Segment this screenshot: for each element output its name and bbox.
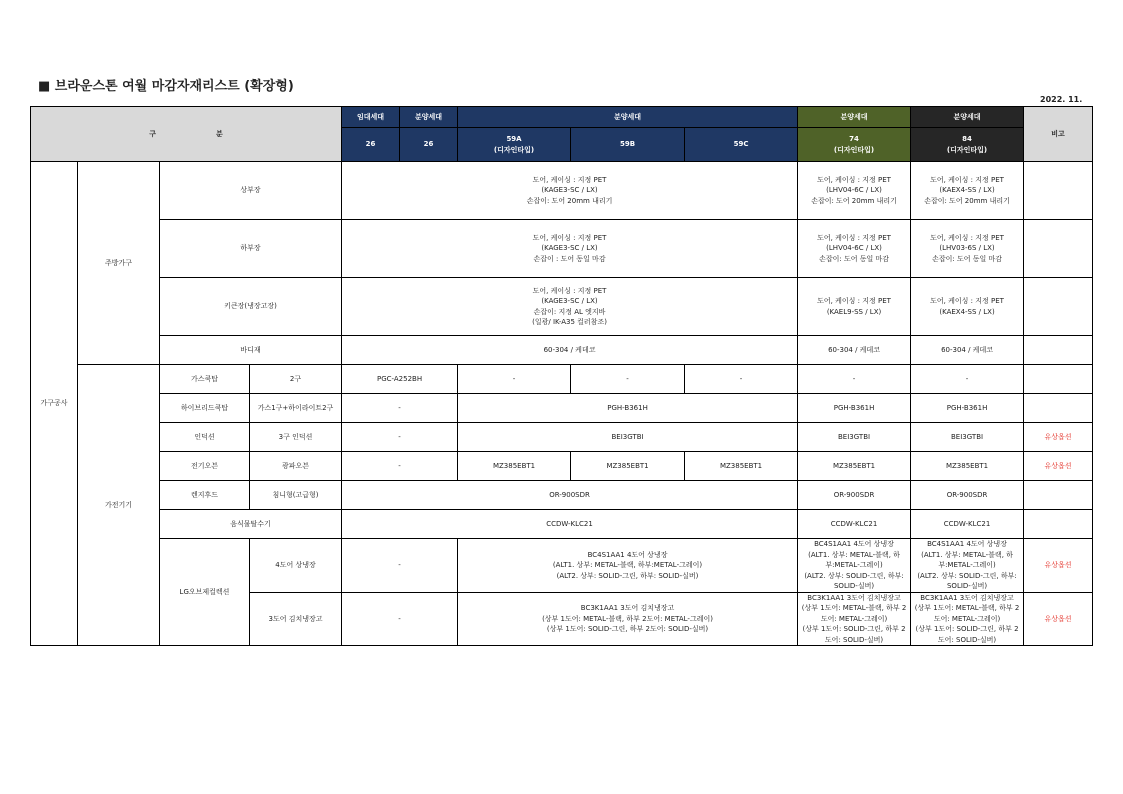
lower-84-spec: 도어, 케이싱 : 지정 PET (LHV03-6S / LX) 손잡이: 도어 동일 마감 <box>911 220 1024 278</box>
category-lg-objet: LG오브제컬렉션 <box>160 539 250 646</box>
header-sale-74: 분양세대 <box>798 107 911 128</box>
row-label-counter: 바디재 <box>160 336 342 365</box>
lower-74-spec: 도어, 케이싱 : 지정 PET (LHV04-6C / LX) 손잡이: 도어 동일 마감 <box>798 220 911 278</box>
hybrid-note <box>1024 394 1093 423</box>
fridge4-84-spec: BC4S1AA1 4도어 상냉장 (ALT1. 상부: METAL-블랙, 하 부:METAL-그레이) (ALT2. 상부: SOLID-그린, 하부: SOLID-실버) <box>911 539 1024 593</box>
header-type-74: 74 (디자인타입) <box>798 128 911 162</box>
kimchi-26-spec: - <box>342 592 458 646</box>
tall-84-spec: 도어, 케이싱 : 지정 PET (KAEX4-SS / LX) <box>911 278 1024 336</box>
header-sale-84: 분양세대 <box>911 107 1024 128</box>
gas-26-spec: PGC-A252BH <box>342 365 458 394</box>
row-label-gas: 가스쿡탑 <box>160 365 250 394</box>
counter-84-spec: 60-304 / 케데코 <box>911 336 1024 365</box>
row-label-lower: 하부장 <box>160 220 342 278</box>
upper-note <box>1024 162 1093 220</box>
oven-74-spec: MZ385EBT1 <box>798 452 911 481</box>
kimchi-option-badge: 유상옵션 <box>1024 592 1093 646</box>
disposer-note <box>1024 510 1093 539</box>
row-label-hood: 렌지후드 <box>160 481 250 510</box>
oven-84-spec: MZ385EBT1 <box>911 452 1024 481</box>
header-type-59b: 59B <box>571 128 685 162</box>
row-sub-hybrid: 가스1구+하이라이트2구 <box>250 394 342 423</box>
disposer-74-spec: CCDW-KLC21 <box>798 510 911 539</box>
row-sub-kimchi: 3도어 김치냉장고 <box>250 592 342 646</box>
page-title: ■ 브라운스톤 여월 마감자재리스트 (확장형) <box>38 79 294 94</box>
oven-option-badge: 유상옵션 <box>1024 452 1093 481</box>
header-type-26-sale: 26 <box>400 128 458 162</box>
induction-option-badge: 유상옵션 <box>1024 423 1093 452</box>
oven-59b-spec: MZ385EBT1 <box>571 452 685 481</box>
oven-59c-spec: MZ385EBT1 <box>685 452 798 481</box>
induction-74-spec: BEI3GTBI <box>798 423 911 452</box>
oven-26-spec: - <box>342 452 458 481</box>
counter-note <box>1024 336 1093 365</box>
upper-common-spec: 도어, 케이싱 : 지정 PET (KAGE3-SC / LX) 손잡이: 도어 20mm 내리기 <box>342 162 798 220</box>
row-sub-gas: 2구 <box>250 365 342 394</box>
row-sub-hood: 침니형(고급형) <box>250 481 342 510</box>
hood-84-spec: OR-900SDR <box>911 481 1024 510</box>
finish-materials-table <box>30 106 1093 646</box>
hybrid-74-spec: PGH-B361H <box>798 394 911 423</box>
row-sub-oven: 광파오븐 <box>250 452 342 481</box>
gas-84-spec: - <box>911 365 1024 394</box>
header-sale-59: 분양세대 <box>458 107 798 128</box>
hood-note <box>1024 481 1093 510</box>
lower-common-spec: 도어, 케이싱 : 지정 PET (KAGE3-SC / LX) 손잡이 : 도어 동일 마감 <box>342 220 798 278</box>
header-note: 비고 <box>1024 107 1093 162</box>
hybrid-84-spec: PGH-B361H <box>911 394 1024 423</box>
hybrid-59-spec: PGH-B361H <box>458 394 798 423</box>
row-sub-induction: 3구 인덕션 <box>250 423 342 452</box>
fridge4-26-spec: - <box>342 539 458 593</box>
header-type-84: 84 (디자인타입) <box>911 128 1024 162</box>
category-appliance: 가전기기 <box>78 365 160 646</box>
fridge4-74-spec: BC4S1AA1 4도어 상냉장 (ALT1. 상부: METAL-블랙, 하 부:METAL-그레이) (ALT2. 상부: SOLID-그린, 하부: SOLID-실버) <box>798 539 911 593</box>
induction-26-spec: - <box>342 423 458 452</box>
kimchi-59-spec: BC3K1AA1 3도어 김치냉장고 (상부 1도어: METAL-블랙, 하부 2도어: METAL-그레이) (상부 1도어: SOLID-그린, 하부 2도어: SOLID-실버) <box>458 592 798 646</box>
tall-common-spec: 도어, 케이싱 : 지정 PET (KAGE3-SC / LX) 손잡이: 지정 AL 엣지바 (일광/ IK-A35 컬러참조) <box>342 278 798 336</box>
header-type-59c: 59C <box>685 128 798 162</box>
gubun-char-1: 구 <box>149 129 217 138</box>
fridge4-59-spec: BC4S1AA1 4도어 상냉장 (ALT1. 상부: METAL-블랙, 하부:METAL-그레이) (ALT2. 상부: SOLID-그린, 하부: SOLID-실버) <box>458 539 798 593</box>
hybrid-26-spec: - <box>342 394 458 423</box>
gas-note <box>1024 365 1093 394</box>
gas-59b-spec: - <box>571 365 685 394</box>
row-sub-fridge4: 4도어 상냉장 <box>250 539 342 593</box>
row-label-oven: 전기오븐 <box>160 452 250 481</box>
header-sale-26: 분양세대 <box>400 107 458 128</box>
fridge4-option-badge: 유상옵션 <box>1024 539 1093 593</box>
row-label-upper: 상부장 <box>160 162 342 220</box>
header-type-59a: 59A (디자인타입) <box>458 128 571 162</box>
row-label-tall: 키큰장(냉장고장) <box>160 278 342 336</box>
category-kitchen: 주방가구 <box>78 162 160 365</box>
header-type-26-rental: 26 <box>342 128 400 162</box>
gas-74-spec: - <box>798 365 911 394</box>
kimchi-84-spec: BC3K1AA1 3도어 김치냉장고 (상부 1도어: METAL-블랙, 하부 2 도어: METAL-그레이) (상부 1도어: SOLID-그린, 하부 2 도어: SOLID-실버) <box>911 592 1024 646</box>
row-label-disposer: 음식물탈수기 <box>160 510 342 539</box>
counter-common-spec: 60-304 / 케데코 <box>342 336 798 365</box>
category-furniture: 가구공사 <box>31 162 78 646</box>
gubun-char-2: 분 <box>216 129 223 138</box>
gas-59c-spec: - <box>685 365 798 394</box>
hood-common-spec: OR-900SDR <box>342 481 798 510</box>
tall-note <box>1024 278 1093 336</box>
oven-59a-spec: MZ385EBT1 <box>458 452 571 481</box>
upper-74-spec: 도어, 케이싱 : 지정 PET (LHV04-6C / LX) 손잡이: 도어 20mm 내리기 <box>798 162 911 220</box>
disposer-84-spec: CCDW-KLC21 <box>911 510 1024 539</box>
gas-59a-spec: - <box>458 365 571 394</box>
induction-84-spec: BEI3GTBI <box>911 423 1024 452</box>
tall-74-spec: 도어, 케이싱 : 지정 PET (KAEL9-SS / LX) <box>798 278 911 336</box>
induction-59-spec: BEI3GTBI <box>458 423 798 452</box>
document-date: 2022. 11. <box>1040 95 1083 104</box>
gubun-header <box>31 107 342 162</box>
row-label-hybrid: 하이브리드쿡탑 <box>160 394 250 423</box>
kimchi-74-spec: BC3K1AA1 3도어 김치냉장고 (상부 1도어: METAL-블랙, 하부 2 도어: METAL-그레이) (상부 1도어: SOLID-그린, 하부 2 도어: SOLID-실버) <box>798 592 911 646</box>
lower-note <box>1024 220 1093 278</box>
hood-74-spec: OR-900SDR <box>798 481 911 510</box>
counter-74-spec: 60-304 / 케데코 <box>798 336 911 365</box>
row-label-induction: 인덕션 <box>160 423 250 452</box>
upper-84-spec: 도어, 케이싱 : 지정 PET (KAEX4-SS / LX) 손잡이: 도어 20mm 내리기 <box>911 162 1024 220</box>
header-rental: 임대세대 <box>342 107 400 128</box>
disposer-common-spec: CCDW-KLC21 <box>342 510 798 539</box>
